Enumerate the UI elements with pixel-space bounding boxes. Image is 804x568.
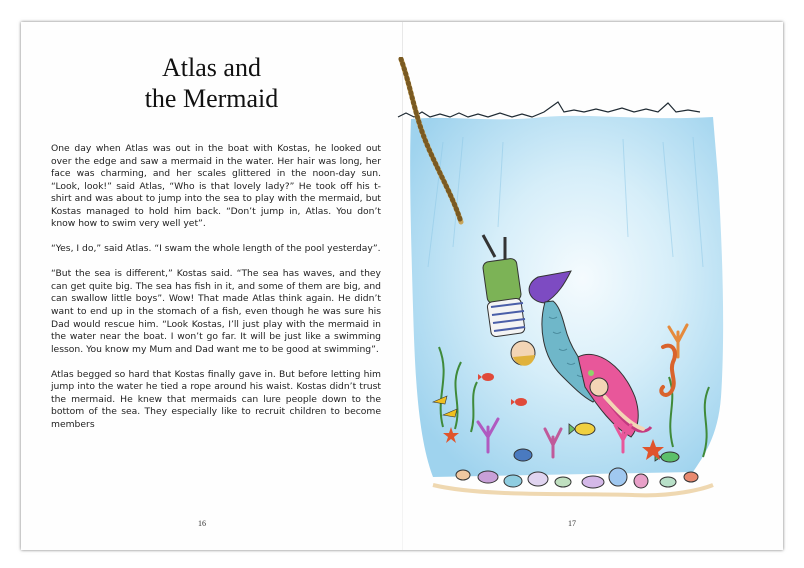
page-number-right: 17 — [568, 519, 576, 528]
story-paragraph-4: Atlas begged so hard that Kostas finally gave in. But before letting him jump into the water he tied a rope around his waist. Kostas didn’t trust the mermaid. He knew that mermaids can lure people down to the bottom of the sea. They especially like to recruit children to become members — [51, 368, 381, 430]
fish-blue — [514, 449, 532, 461]
chapter-title-line-2: the Mermaid — [144, 84, 279, 113]
story-paragraph-3: “But the sea is different,” Kostas said. “The sea has waves, and they can get quite big. The sea has fish in it, and some of them are big, and can swallow little boys”. Wow! That made Atlas think again. He didn’t want to end up in the stomach of a fish, even though he was sure his Dad would rescue him. “Look Kostas, I’ll just play with the mermaid in the water near the boat. I won’t go far. It will be just like a swimming lesson. You know my Mum and Dad want me to be good at swimming”. — [51, 268, 381, 355]
page-number-left: 16 — [198, 519, 206, 528]
mermaid-illustration — [373, 57, 753, 507]
story-paragraph-2: “Yes, I do,” said Atlas. “I swam the whole length of the pool yesterday”. — [51, 243, 381, 255]
book-spread — [21, 22, 783, 550]
surface-waves — [398, 102, 700, 117]
chapter-title-line-1: Atlas and — [162, 53, 261, 82]
story-text — [51, 143, 381, 444]
story-paragraph-1: One day when Atlas was out in the boat with Kostas, he looked out over the edge and saw a mermaid in the water. Her hair was long, her face was charming, and her scales glittered in the noon-day sun. “Look, look!” said Atlas, “Who is that lovely lady?” He took off his t-shirt and was about to jump into the sea to play with the mermaid, but Kostas managed to hold him back. “Don’t jump in, Atlas. You don’t know how to swim very well yet”. — [51, 143, 381, 230]
chapter-title — [21, 52, 402, 114]
